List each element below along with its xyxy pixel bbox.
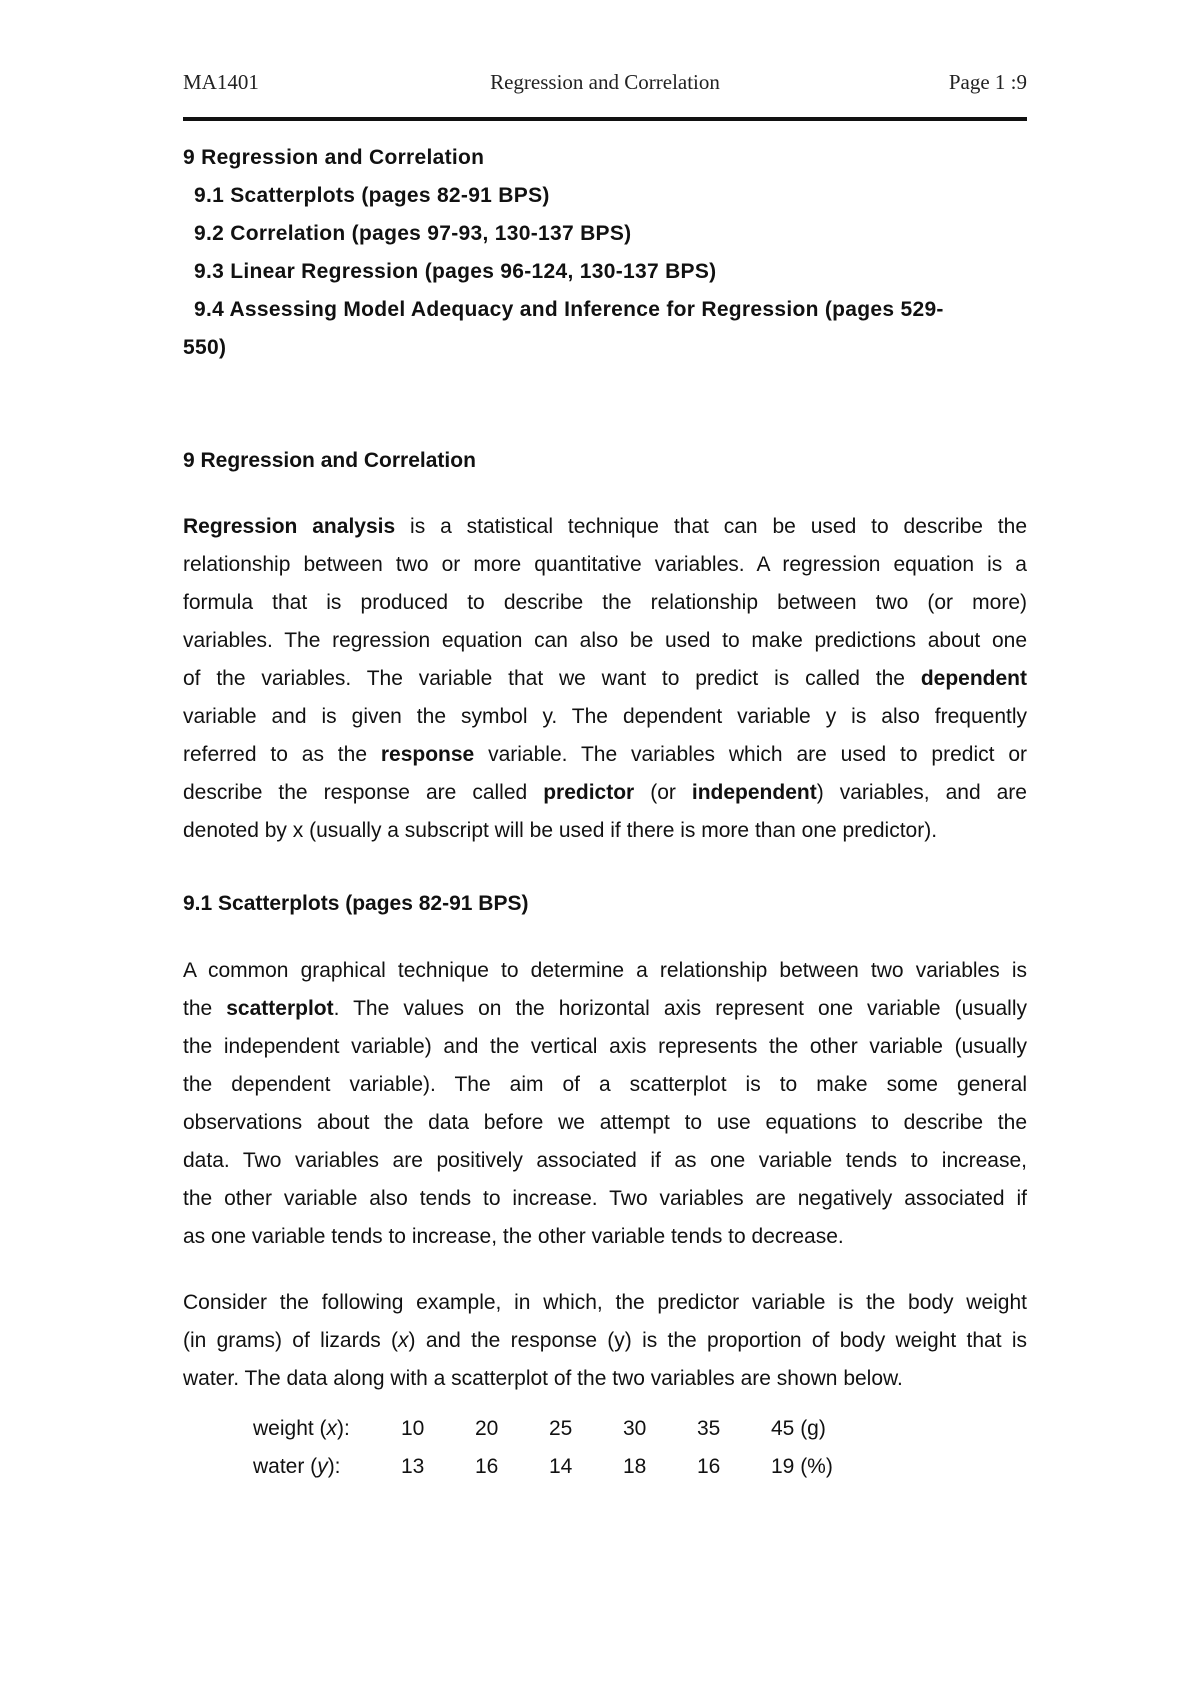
paragraph-line: variables. The regression equation can also be used to make predictions about one (183, 629, 1027, 652)
paragraph-line: the dependent variable). The aim of a scatterplot is to make some general (183, 1073, 1027, 1096)
paragraph-line: the other variable also tends to increase. Two variables are negatively associated if (183, 1187, 1027, 1210)
paragraph-line: Regression analysis is a statistical technique that can be used to describe the (183, 515, 1027, 538)
paragraph-line: relationship between two or more quantitative variables. A regression equation is a (183, 553, 1027, 576)
toc-item-continuation: 550) (183, 336, 227, 359)
variable-x: x (398, 1329, 409, 1352)
table-cell: 13 (401, 1455, 425, 1478)
paragraph-line: as one variable tends to increase, the other variable tends to decrease. (183, 1225, 844, 1248)
paragraph-line: A common graphical technique to determine a relationship between two variables is (183, 959, 1027, 982)
row-label-water: water (y): (253, 1455, 341, 1478)
term-predictor: predictor (543, 781, 635, 804)
table-cell: 16 (697, 1455, 721, 1478)
section-heading: 9 Regression and Correlation (183, 449, 476, 472)
course-code: MA1401 (183, 70, 259, 94)
table-cell: 20 (475, 1417, 499, 1440)
paragraph-line: variable and is given the symbol y. The dependent variable y is also frequently (183, 705, 1027, 728)
table-cell: 19 (%) (771, 1455, 833, 1478)
term-independent: independent (691, 781, 817, 804)
toc-item: 9.4 Assessing Model Adequacy and Inference for Regression (pages 529- (194, 298, 944, 321)
paragraph-line: formula that is produced to describe the relationship between two (or more) (183, 591, 1027, 614)
paragraph-line: the independent variable) and the vertical axis represents the other variable (usually (183, 1035, 1027, 1058)
term-scatterplot: scatterplot (226, 997, 334, 1020)
row-label-weight: weight (x): (253, 1417, 350, 1440)
table-cell: 10 (401, 1417, 425, 1440)
scatterplot-paragraph (183, 952, 1027, 1256)
table-cell: 18 (623, 1455, 647, 1478)
paragraph-line: the scatterplot. The values on the horizontal axis represent one variable (usually (183, 997, 1028, 1020)
paragraph-line: Consider the following example, in which, the predictor variable is the body weight (183, 1291, 1027, 1314)
toc-title: 9 Regression and Correlation (183, 146, 485, 169)
paragraph-line: data. Two variables are positively associated if as one variable tends to increase, (183, 1149, 1027, 1172)
paragraph-line: describe the response are called predictor (or independent) variables, and are (183, 781, 1027, 804)
paragraph-line: of the variables. The variable that we want to predict is called the dependent (183, 667, 1027, 690)
page-number: Page 1 :9 (948, 70, 1027, 94)
table-cell: 30 (623, 1417, 647, 1440)
header-divider (183, 117, 1027, 121)
paragraph-line: (in grams) of lizards (x) and the response (y) is the proportion of body weight that is (183, 1329, 1027, 1352)
example-paragraph (183, 1284, 1027, 1398)
table-cell: 25 (549, 1417, 573, 1440)
term-response: response (380, 743, 475, 766)
toc-item: 9.3 Linear Regression (pages 96-124, 130-137 BPS) (194, 260, 717, 283)
paragraph-line: referred to as the response variable. The variables which are used to predict or (183, 743, 1027, 766)
paragraph-line: water. The data along with a scatterplot of the two variables are shown below. (183, 1367, 903, 1390)
table-cell: 35 (697, 1417, 721, 1440)
toc-item: 9.2 Correlation (pages 97-93, 130-137 BPS) (194, 222, 632, 245)
table-cell: 14 (549, 1455, 573, 1478)
header-title: Regression and Correlation (490, 70, 720, 94)
subsection-heading: 9.1 Scatterplots (pages 82-91 BPS) (183, 892, 529, 915)
intro-paragraph (183, 508, 1027, 850)
term-dependent: dependent (920, 667, 1027, 690)
table-cell: 16 (475, 1455, 499, 1478)
paragraph-line: denoted by x (usually a subscript will be used if there is more than one predictor). (183, 819, 938, 842)
paragraph-line: observations about the data before we attempt to use equations to describe the (183, 1111, 1027, 1134)
running-header (183, 70, 1027, 100)
table-cell: 45 (g) (771, 1417, 826, 1440)
toc-item: 9.1 Scatterplots (pages 82-91 BPS) (194, 184, 550, 207)
term-regression-analysis: Regression analysis (183, 515, 396, 538)
